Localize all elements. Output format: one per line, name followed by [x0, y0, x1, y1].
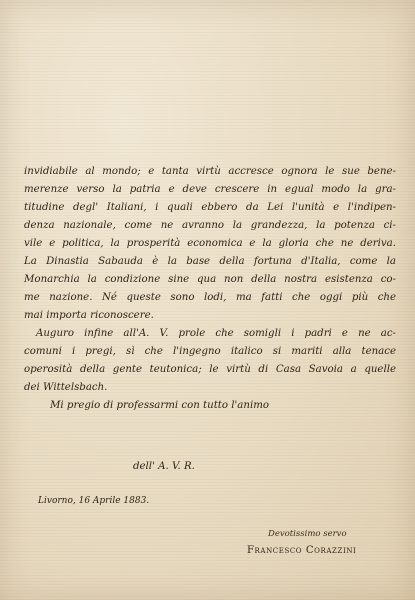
- paragraph-line: Auguro infine all'A. V. prole che somigli i padri e ne ac-: [36, 328, 396, 339]
- closing-line: Mi pregio di professarmi con tutto l'animo: [50, 400, 269, 411]
- paragraph-line: comuni i pregi, sì che l'ingegno italico si mariti alla tenace: [24, 346, 396, 357]
- body-line: me nazione. Né queste sono lodi, ma fatti che oggi più che: [24, 292, 396, 303]
- body-line: vile e politica, la prosperità economica e la gloria che ne deriva.: [24, 238, 396, 249]
- paragraph-line: dei Wittelsbach.: [24, 382, 108, 393]
- body-line: merenze verso la patria e deve crescere in egual modo la gra-: [24, 184, 396, 195]
- body-line: titudine degl' Italiani, i quali ebbero da Lei l'unità e l'indipen-: [24, 202, 396, 213]
- body-line: mai importa riconoscere.: [24, 310, 154, 321]
- body-line: invidiabile al mondo; e tanta virtù accresce ognora le sue bene-: [24, 166, 396, 177]
- place-date: Livorno, 16 Aprile 1883.: [38, 496, 150, 506]
- paragraph-line: operosità della gente teutonica; le virtù di Casa Savoia a quelle: [24, 364, 396, 375]
- devotion-line: Devotissimo servo: [268, 529, 347, 539]
- body-line: Monarchia la condizione sine qua non della nostra esistenza co-: [24, 274, 396, 285]
- letter-body: [24, 163, 396, 415]
- closing-addressee: dell' A. V. R.: [133, 461, 195, 472]
- body-line: denza nazionale, come ne avranno la grandezza, la potenza ci-: [24, 220, 396, 231]
- signer-name: Francesco Corazzini: [247, 545, 357, 556]
- body-line: La Dinastia Sabauda è la base della fortuna d'Italia, come la: [24, 256, 396, 267]
